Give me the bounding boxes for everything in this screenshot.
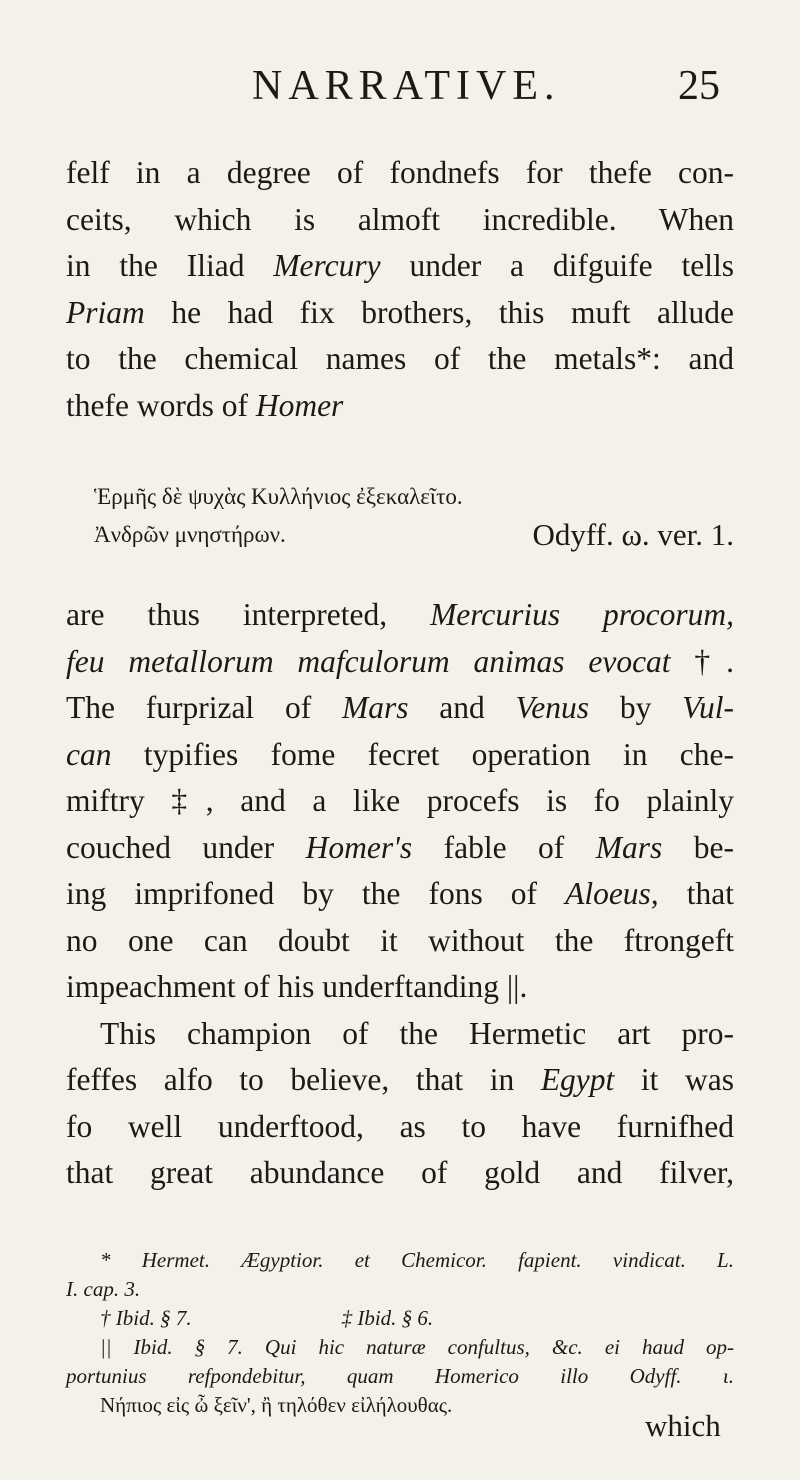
text-line: felf in a degree of fondnefs for thefe con-: [66, 155, 734, 190]
greek-line: Ἀνδρῶν μνηστήρων.: [94, 522, 286, 547]
footnote: † Ibid. § 7. ‡ Ibid. § 6.: [100, 1306, 434, 1330]
text-line: to the chemical names of the metals*: and: [66, 341, 734, 376]
text-line: that great abundance of gold and filver,: [66, 1155, 734, 1190]
text-line: ceits, which is almoft incredible. When: [66, 201, 734, 237]
footnote: * Hermet. Ægyptior. et Chemicor. fapient. vindicat. L.: [100, 1248, 734, 1272]
page-header: [0, 62, 800, 122]
text-line: thefe words of Homer: [66, 387, 344, 423]
footnotes: [66, 1246, 734, 1420]
footnote-greek: Νήπιος εἰς ὦ ξεῖν', ἢ τηλόθεν εἰλήλουθας.: [100, 1393, 453, 1417]
footnote: portunius refpondebitur, quam Homerico illo Odyff. ι.: [66, 1364, 734, 1388]
text-line: are thus interpreted, Mercurius procorum,: [66, 597, 735, 632]
text-line: no one can doubt it without the ftrongeft: [66, 922, 734, 958]
text-line: Priam he had fix brothers, this muft allude: [66, 294, 734, 330]
text-line: fo well underftood, as to have furnifhed: [66, 1108, 734, 1144]
text-line: The furprizal of Mars and Venus by Vul-: [66, 690, 735, 725]
paragraph-1: [66, 150, 734, 429]
text-line: feffes alfo to believe, that in Egypt it was: [66, 1062, 735, 1097]
text-line: feu metallorum mafculorum animas evocat †.: [66, 643, 735, 679]
text-line: can typifies fome fecret operation in che-: [66, 736, 734, 772]
greek-line: Ἑρμῆς δὲ ψυχὰς Κυλλήνιος ἐξεκαλεῖτο.: [94, 484, 463, 509]
text-line: This champion of the Hermetic art pro-: [100, 1015, 734, 1051]
running-head: NARRATIVE.: [252, 63, 561, 109]
page-number: 25: [678, 63, 720, 109]
footnote: || Ibid. § 7. Qui hic naturæ confultus, &c. ei haud op-: [100, 1335, 734, 1359]
text-line: couched under Homer's fable of Mars be-: [66, 829, 734, 865]
text-line: miftry ‡, and a like procefs is fo plainly: [66, 783, 734, 818]
footnote: I. cap. 3.: [66, 1277, 141, 1301]
quotation-reference: Odyff. ω. ver. 1.: [532, 517, 734, 552]
text-line: impeachment of his underftanding ||.: [66, 969, 528, 1004]
text-line: ing imprifoned by the fons of Aloeus, that: [66, 876, 734, 911]
paragraph-2: [66, 592, 734, 1197]
greek-quotation: [94, 478, 734, 554]
catchword: which: [645, 1408, 721, 1443]
text-line: in the Iliad Mercury under a difguife tells: [66, 248, 734, 283]
